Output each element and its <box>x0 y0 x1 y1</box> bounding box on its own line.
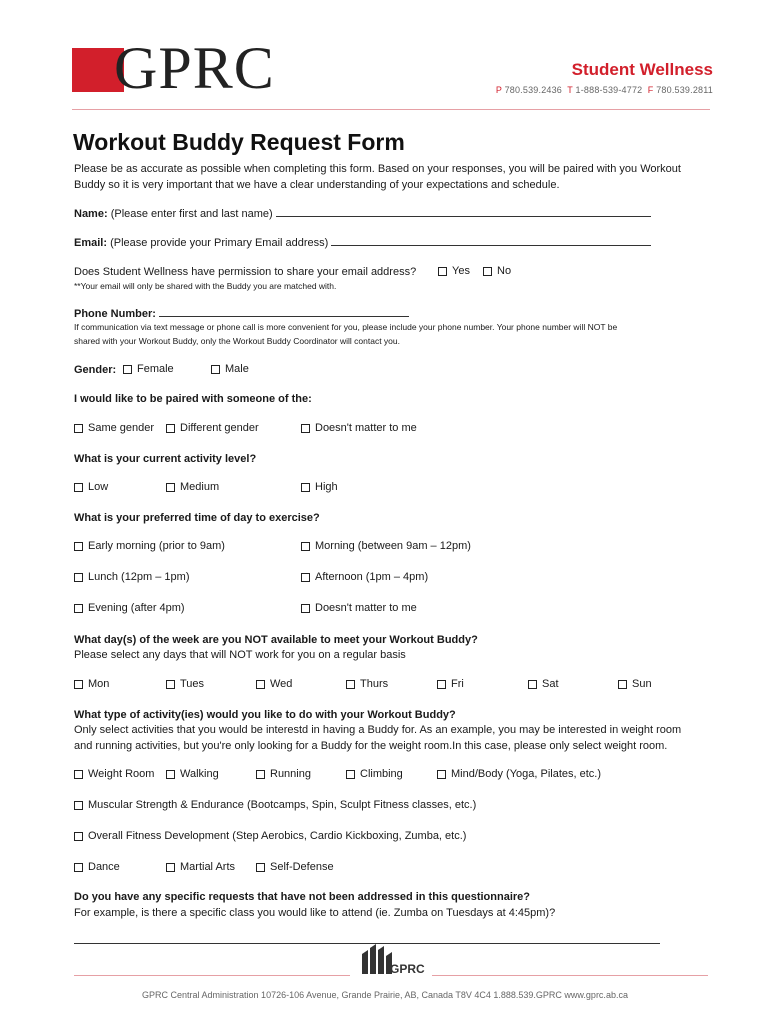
activities-hint-1: Only select activities that you would be interestd in having a Buddy for. As an example, you may be interested in weight room <box>74 724 682 736</box>
requests-question: Do you have any specific requests that have not been addressed in this questionnaire? <box>74 891 531 903</box>
header-divider <box>72 109 710 110</box>
logo-text: GPRC <box>114 35 275 101</box>
checkbox[interactable] <box>483 267 492 276</box>
checkbox[interactable] <box>74 424 83 433</box>
day-option-sat[interactable]: Sat <box>528 678 559 690</box>
email-field[interactable] <box>331 235 651 246</box>
activity-level-option[interactable]: Low <box>74 481 108 493</box>
checkbox[interactable] <box>74 832 83 841</box>
footer-logo-mark <box>360 940 394 976</box>
checkbox[interactable] <box>437 770 446 779</box>
checkbox[interactable] <box>256 770 265 779</box>
checkbox[interactable] <box>528 680 537 689</box>
email-label: Email: <box>74 237 108 249</box>
intro-line-2: Buddy so it is very important that we have a clear understanding of your expectations and schedule. <box>74 179 560 191</box>
checkbox[interactable] <box>123 365 132 374</box>
activity-option[interactable]: Muscular Strength & Endurance (Bootcamps, Spin, Sculpt Fitness classes, etc.) <box>74 799 476 811</box>
footer-divider-left <box>74 975 350 976</box>
footer-logo <box>360 940 430 980</box>
activity-option[interactable]: Martial Arts <box>166 861 235 873</box>
footer-logo-text: GPRC <box>390 962 425 976</box>
checkbox[interactable] <box>438 267 447 276</box>
phone-field[interactable] <box>159 306 409 317</box>
activity-option[interactable]: Walking <box>166 768 219 780</box>
days-hint: Please select any days that will NOT work for you on a regular basis <box>74 649 406 661</box>
checkbox[interactable] <box>211 365 220 374</box>
phone-note-1: If communication via text message or phone call is more convenient for you, please include your phone number. Your phone number will NOT be <box>74 322 618 332</box>
phone-label: Phone Number: <box>74 308 156 320</box>
checkbox[interactable] <box>301 424 310 433</box>
checkbox[interactable] <box>256 680 265 689</box>
day-option-tues[interactable]: Tues <box>166 678 204 690</box>
checkbox[interactable] <box>166 483 175 492</box>
activity-option[interactable]: Dance <box>74 861 120 873</box>
checkbox[interactable] <box>74 542 83 551</box>
activity-option[interactable]: Climbing <box>346 768 403 780</box>
checkbox[interactable] <box>74 801 83 810</box>
email-hint: (Please provide your Primary Email address) <box>110 237 329 249</box>
checkbox[interactable] <box>166 680 175 689</box>
permission-yes-option[interactable]: Yes <box>438 265 470 277</box>
day-option-fri[interactable]: Fri <box>437 678 464 690</box>
checkbox[interactable] <box>346 680 355 689</box>
pairing-option[interactable]: Different gender <box>166 422 259 434</box>
checkbox[interactable] <box>166 770 175 779</box>
checkbox[interactable] <box>301 483 310 492</box>
days-question: What day(s) of the week are you NOT available to meet your Workout Buddy? <box>74 634 478 646</box>
activity-level-option[interactable]: Medium <box>166 481 219 493</box>
gender-label: Gender: <box>74 364 117 376</box>
gender-female-option[interactable]: Female <box>123 363 174 375</box>
activity-level-question: What is your current activity level? <box>74 453 257 465</box>
name-row <box>74 206 651 222</box>
checkbox[interactable] <box>346 770 355 779</box>
intro-line-1: Please be as accurate as possible when completing this form. Based on your responses, you will be paired with you Workout <box>74 163 681 175</box>
checkbox[interactable] <box>437 680 446 689</box>
checkbox[interactable] <box>74 680 83 689</box>
permission-note: **Your email will only be shared with the Buddy you are matched with. <box>74 281 337 291</box>
checkbox[interactable] <box>166 863 175 872</box>
time-option[interactable]: Morning (between 9am – 12pm) <box>301 540 471 552</box>
checkbox[interactable] <box>166 424 175 433</box>
checkbox[interactable] <box>301 542 310 551</box>
pairing-option[interactable]: Doesn't matter to me <box>301 422 417 434</box>
activity-option[interactable]: Weight Room <box>74 768 154 780</box>
activity-level-option[interactable]: High <box>301 481 338 493</box>
name-hint: (Please enter first and last name) <box>110 208 273 220</box>
day-option-thurs[interactable]: Thurs <box>346 678 388 690</box>
name-field[interactable] <box>276 206 651 217</box>
time-option[interactable]: Lunch (12pm – 1pm) <box>74 571 190 583</box>
name-label: Name: <box>74 208 108 220</box>
day-option-mon[interactable]: Mon <box>74 678 109 690</box>
permission-question: Does Student Wellness have permission to share your email address? <box>74 266 417 278</box>
time-option[interactable]: Evening (after 4pm) <box>74 602 185 614</box>
day-option-sun[interactable]: Sun <box>618 678 652 690</box>
checkbox[interactable] <box>74 604 83 613</box>
checkbox[interactable] <box>74 770 83 779</box>
gender-male-option[interactable]: Male <box>211 363 249 375</box>
activity-option[interactable]: Running <box>256 768 311 780</box>
checkbox[interactable] <box>256 863 265 872</box>
checkbox[interactable] <box>74 863 83 872</box>
pairing-option[interactable]: Same gender <box>74 422 154 434</box>
activity-option[interactable]: Overall Fitness Development (Step Aerobics, Cardio Kickboxing, Zumba, etc.) <box>74 830 466 842</box>
activity-option[interactable]: Mind/Body (Yoga, Pilates, etc.) <box>437 768 601 780</box>
requests-hint: For example, is there a specific class you would like to attend (ie. Zumba on Tuesdays at 4:45pm)? <box>74 907 556 919</box>
footer-divider-right <box>432 975 708 976</box>
checkbox[interactable] <box>301 573 310 582</box>
checkbox[interactable] <box>74 573 83 582</box>
time-option[interactable]: Afternoon (1pm – 4pm) <box>301 571 428 583</box>
pairing-question: I would like to be paired with someone of the: <box>74 393 312 405</box>
permission-no-option[interactable]: No <box>483 265 511 277</box>
checkbox[interactable] <box>618 680 627 689</box>
checkbox[interactable] <box>74 483 83 492</box>
footer-address: GPRC Central Administration 10726-106 Avenue, Grande Prairie, AB, Canada T8V 4C4 1.888.539.GPRC www.gprc.ab.ca <box>142 990 628 1000</box>
checkbox[interactable] <box>301 604 310 613</box>
department-name: Student Wellness <box>571 60 713 79</box>
time-option[interactable]: Early morning (prior to 9am) <box>74 540 225 552</box>
phone-note-2: shared with your Workout Buddy, only the Workout Buddy Coordinator will contact you. <box>74 336 400 346</box>
time-of-day-question: What is your preferred time of day to exercise? <box>74 512 320 524</box>
contact-numbers: P 780.539.2436 T 1-888-539-4772 F 780.539.2811 <box>495 85 713 95</box>
activities-question: What type of activity(ies) would you like to do with your Workout Buddy? <box>74 709 456 721</box>
email-row <box>74 235 651 251</box>
form-title: Workout Buddy Request Form <box>73 129 405 155</box>
time-option[interactable]: Doesn't matter to me <box>301 602 417 614</box>
day-option-wed[interactable]: Wed <box>256 678 292 690</box>
activity-option[interactable]: Self-Defense <box>256 861 334 873</box>
activities-hint-2: and running activities, but you're only looking for a Buddy for the weight room.In this case, please only select weight room. <box>74 740 668 752</box>
